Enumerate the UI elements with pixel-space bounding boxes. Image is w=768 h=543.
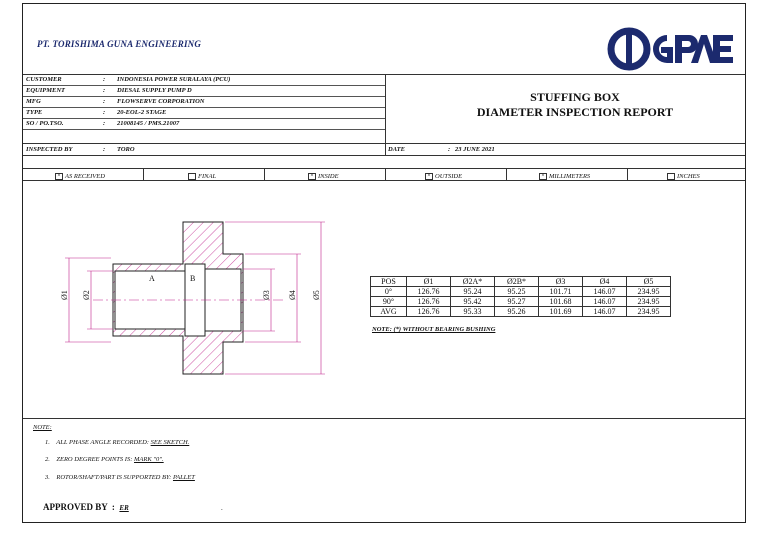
table-row: AVG 126.76 95.33 95.26 101.69 146.07 234.95 — [371, 307, 671, 317]
divider — [143, 169, 144, 180]
option-label: INCHES — [677, 173, 700, 180]
info-row-type: TYPE : 20-EOL-2 STAGE — [23, 108, 385, 119]
sketch-label-b: B — [190, 274, 196, 283]
info-value: 21008145 / PMS.21007 — [117, 120, 180, 127]
info-label: TYPE — [26, 109, 43, 116]
divider — [627, 169, 628, 180]
divider — [385, 169, 386, 180]
info-label: EQUIPMENT — [26, 87, 66, 94]
table-footnote: NOTE: (*) WITHOUT BEARING BUSHING — [372, 326, 496, 333]
report-sheet: PT. TORISHIMA GUNA ENGINEERING CUSTOMER : INDONESIA POWER SURALAYA (PCU) EQUIPMENT : DIESAL SUPPLY PUMP D MFG : FLOWSERVE CORPORATION TYPE : 20-EOL-2 STAGE SO / PO.TSO. : 21008145 / PMS.21007 STUFFING BOX DIAMETER INSPECTION REPORT INSPECTED BY : TORO DATE : 23 JUNE 2021 × AS RECEIVED FINAL × INSIDE × OUTSIDE × MILLIMETERS INCHES Ø1 Ø2 Ø3 Ø4 Ø5 A B POS Ø1 Ø2A* Ø2B* Ø3 Ø4 Ø5 0° 126.76 95.24 95.25 101.71 146.07 234.95 90° 126.76 95.42 95.27 101.68 146.07 234.95 AVG 126.76 95.33 95.26 101.69 146.07 234.95 NOTE: (*) WITHOUT BEARING BUSHING NOTE: 1. ALL PHASE ANGLE RECORDED: SEE SKETCH. 2. ZERO DEGREE POINTS IS: MARK "0". 3. ROTOR/SHAFT/PART IS SUPPORTED BY: PALLET APPROVED BY : ER . — [22, 3, 746, 523]
divider — [264, 169, 265, 180]
option-final[interactable] — [188, 173, 216, 180]
note-link: PALLET — [172, 474, 195, 481]
dim-label-d1: Ø1 — [60, 290, 69, 300]
inspected-by-value: TORO — [117, 146, 135, 153]
info-value: 20-EOL-2 STAGE — [117, 109, 167, 116]
checkbox-checked-icon[interactable]: × — [425, 173, 433, 180]
approved-by: APPROVED BY : ER — [43, 502, 129, 512]
divider — [385, 144, 386, 155]
divider — [506, 169, 507, 180]
dim-label-d2: Ø2 — [82, 290, 91, 300]
checkbox-empty-icon[interactable] — [188, 173, 196, 180]
stuffing-box-sketch — [53, 214, 363, 389]
dim-label-d3: Ø3 — [262, 290, 271, 300]
info-value: FLOWSERVE CORPORATION — [117, 98, 205, 105]
table-row: 90° 126.76 95.42 95.27 101.68 146.07 234.95 — [371, 297, 671, 307]
option-inches[interactable] — [667, 173, 700, 180]
option-label: FINAL — [198, 173, 217, 180]
info-row-customer: CUSTOMER : INDONESIA POWER SURALAYA (PCU) — [23, 75, 385, 86]
report-title-line1: STUFFING BOX — [530, 90, 620, 104]
note-item: 1. ALL PHASE ANGLE RECORDED: SEE SKETCH. — [45, 439, 190, 446]
note-link: MARK "0". — [134, 456, 164, 463]
note-item: 2. ZERO DEGREE POINTS IS: MARK "0". — [45, 456, 164, 463]
approved-value: ER — [119, 504, 129, 512]
option-inside[interactable] — [308, 173, 339, 180]
info-value: INDONESIA POWER SURALAYA (PCU) — [117, 76, 231, 83]
option-millimeters[interactable] — [539, 173, 590, 180]
report-title-line2: DIAMETER INSPECTION REPORT — [476, 105, 674, 119]
info-row-mfg: MFG : FLOWSERVE CORPORATION — [23, 97, 385, 108]
dim-label-d4: Ø4 — [288, 290, 297, 300]
checkbox-checked-icon[interactable]: × — [539, 173, 547, 180]
report-title — [403, 90, 747, 120]
option-outside[interactable] — [425, 173, 462, 180]
company-name: PT. TORISHIMA GUNA ENGINEERING — [37, 39, 202, 49]
company-logo — [607, 26, 735, 72]
diameter-table — [370, 276, 671, 317]
info-row-equipment: EQUIPMENT : DIESAL SUPPLY PUMP D — [23, 86, 385, 97]
note-item: 3. ROTOR/SHAFT/PART IS SUPPORTED BY: PALLET — [45, 474, 195, 481]
inspected-by-label: INSPECTED BY — [26, 146, 73, 153]
sketch-label-a: A — [149, 274, 155, 283]
info-value: DIESAL SUPPLY PUMP D — [117, 87, 192, 94]
notes-heading: NOTE: — [33, 424, 52, 431]
checkbox-checked-icon[interactable]: × — [55, 173, 63, 180]
divider — [23, 168, 745, 169]
divider — [23, 143, 745, 144]
divider — [385, 75, 386, 143]
dim-label-d5: Ø5 — [312, 290, 321, 300]
table-row: 0° 126.76 95.24 95.25 101.71 146.07 234.95 — [371, 287, 671, 297]
divider — [23, 155, 745, 156]
option-as-received[interactable] — [55, 173, 105, 180]
info-label: MFG — [26, 98, 41, 105]
checkbox-empty-icon[interactable] — [667, 173, 675, 180]
date-label: DATE — [388, 146, 405, 153]
option-label: MILLIMETERS — [549, 173, 591, 180]
option-label: INSIDE — [318, 173, 339, 180]
info-label: CUSTOMER — [26, 76, 62, 83]
info-row-so: SO / PO.TSO. : 21008145 / PMS.21007 — [23, 119, 385, 130]
divider — [23, 418, 745, 419]
option-label: OUTSIDE — [435, 173, 463, 180]
divider — [23, 180, 745, 181]
option-label: AS RECEIVED — [65, 173, 105, 180]
date-value: 23 JUNE 2021 — [455, 146, 495, 153]
checkbox-checked-icon[interactable]: × — [308, 173, 316, 180]
info-label: SO / PO.TSO. — [26, 120, 64, 127]
note-link: SEE SKETCH. — [150, 439, 190, 446]
approved-label: APPROVED BY — [43, 502, 108, 512]
table-header-row: POS Ø1 Ø2A* Ø2B* Ø3 Ø4 Ø5 — [371, 277, 671, 287]
